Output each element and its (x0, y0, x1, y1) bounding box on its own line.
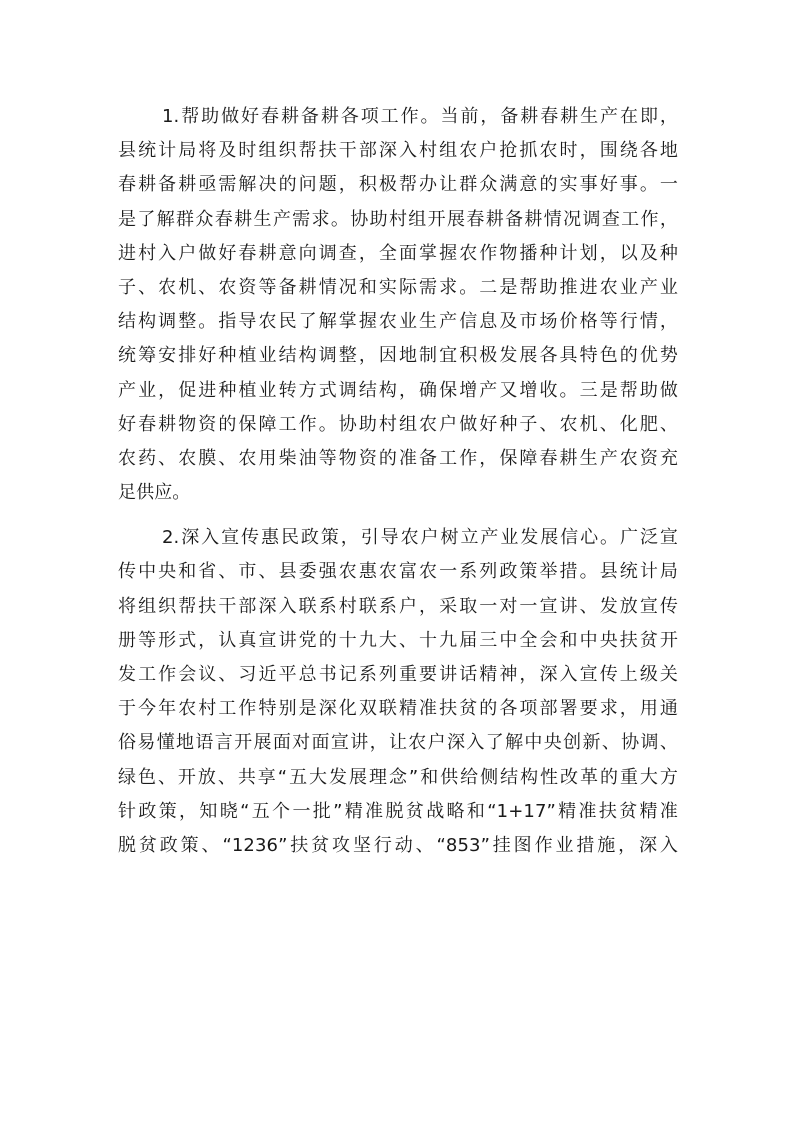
text-line: 将组织帮扶干部深入联系村联系户，采取一对一宣讲、发放宣传 (118, 595, 678, 617)
paragraph-2 (118, 521, 678, 863)
text-line: 进村入户做好春耕意向调查，全面掌握农作物播种计划，以及种 (118, 242, 678, 264)
text-line: 发工作会议、习近平总书记系列重要讲话精神，深入宣传上级关 (118, 664, 678, 685)
text-line: 产业，促进种植业转方式调结构，确保增产又增收。三是帮助做 (118, 379, 678, 401)
text-line: 1.帮助做好春耕备耕各项工作。当前，备耕春耕生产在即， (162, 106, 678, 127)
text-line: 传中央和省、市、县委强农惠农富农一系列政策举措。县统计局 (118, 561, 678, 583)
text-line: 足供应。 (118, 482, 191, 504)
text-line: 针政策，知晓“五个一批”精准脱贫战略和“1+17”精准扶贫精准 (118, 800, 678, 822)
text-line: 好春耕物资的保障工作。协助村组农户做好种子、农机、化肥、 (118, 413, 678, 435)
paragraph-1 (118, 100, 678, 510)
text-line: 册等形式，认真宣讲党的十九大、十九届三中全会和中央扶贫开 (118, 629, 678, 651)
text-line: 俗易懂地语言开展面对面宣讲，让农户深入了解中央创新、协调、 (118, 732, 678, 754)
text-line: 县统计局将及时组织帮扶干部深入村组农户抢抓农时，围绕各地 (118, 140, 678, 162)
text-line: 统筹安排好种植业结构调整，因地制宜积极发展各具特色的优势 (118, 345, 678, 367)
text-line: 春耕备耕亟需解决的问题，积极帮办让群众满意的实事好事。一 (118, 174, 678, 196)
text-line: 农药、农膜、农用柴油等物资的准备工作，保障春耕生产农资充 (118, 447, 678, 469)
text-line: 结构调整。指导农民了解掌握农业生产信息及市场价格等行情， (118, 311, 678, 333)
document-body (118, 100, 678, 863)
text-line: 2.深入宣传惠民政策，引导农户树立产业发展信心。广泛宣 (162, 527, 678, 549)
text-line: 是了解群众春耕生产需求。协助村组开展春耕备耕情况调查工作， (118, 208, 678, 230)
text-line: 绿色、开放、共享“五大发展理念”和供给侧结构性改革的重大方 (118, 766, 678, 788)
text-line: 于今年农村工作特别是深化双联精准扶贫的各项部署要求，用通 (118, 698, 678, 720)
text-line: 脱贫政策、“1236”扶贫攻坚行动、“853”挂图作业措施，深入 (118, 834, 678, 856)
text-line: 子、农机、农资等备耕情况和实际需求。二是帮助推进农业产业 (118, 276, 678, 298)
